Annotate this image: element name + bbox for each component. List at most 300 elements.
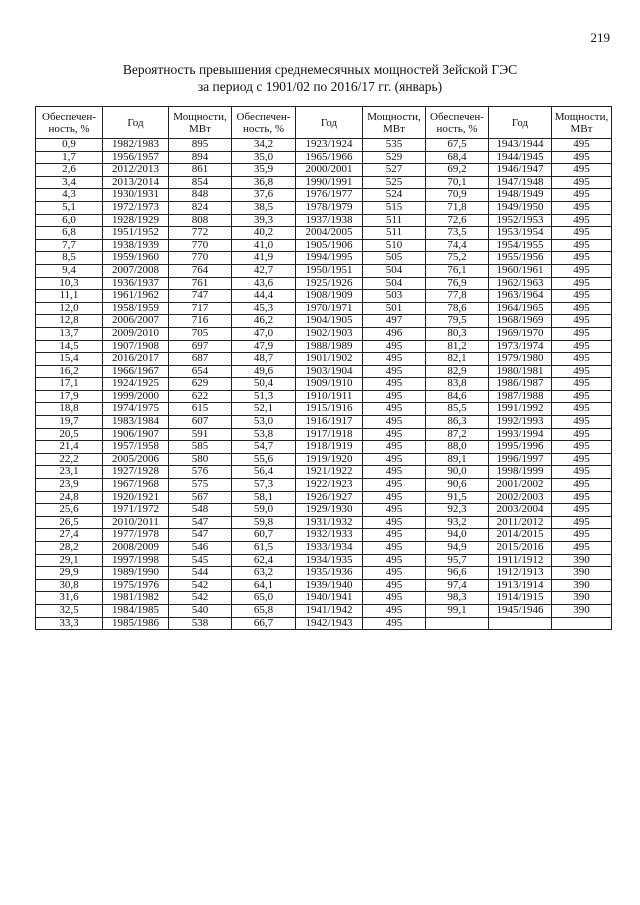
table-row (36, 340, 612, 353)
table-cell: 544 (169, 567, 232, 580)
table-cell: 89,1 (426, 453, 489, 466)
table-cell: 654 (169, 365, 232, 378)
table-cell: 51,3 (232, 390, 296, 403)
table-cell: 1990/1991 (296, 176, 363, 189)
table-cell: 29,1 (36, 554, 103, 567)
table-cell: 3,4 (36, 176, 103, 189)
table-cell: 10,3 (36, 277, 103, 290)
table-cell: 66,7 (232, 617, 296, 630)
table-cell: 1996/1997 (489, 453, 552, 466)
table-row (36, 390, 612, 403)
table-cell: 1964/1965 (489, 302, 552, 315)
table-cell: 495 (552, 327, 612, 340)
table-cell: 764 (169, 264, 232, 277)
table-cell: 1924/1925 (103, 378, 169, 391)
table-cell: 73,5 (426, 227, 489, 240)
table-cell: 39,3 (232, 214, 296, 227)
table-cell: 495 (552, 529, 612, 542)
table-cell: 390 (552, 554, 612, 567)
table-cell: 1915/1916 (296, 403, 363, 416)
table-cell: 848 (169, 189, 232, 202)
table-cell: 1912/1913 (489, 567, 552, 580)
table-cell: 1945/1946 (489, 604, 552, 617)
table-cell: 1979/1980 (489, 353, 552, 366)
table-cell: 495 (363, 441, 426, 454)
table-cell: 575 (169, 479, 232, 492)
table-cell: 2013/2014 (103, 176, 169, 189)
table-cell: 4,3 (36, 189, 103, 202)
table-cell: 503 (363, 290, 426, 303)
table-row (36, 453, 612, 466)
table-row (36, 516, 612, 529)
table-cell: 1980/1981 (489, 365, 552, 378)
table-row (36, 567, 612, 580)
probability-table (35, 106, 612, 630)
table-cell: 1973/1974 (489, 340, 552, 353)
table-cell: 495 (552, 403, 612, 416)
table-row (36, 378, 612, 391)
table-cell: 90,6 (426, 479, 489, 492)
table-cell: 80,3 (426, 327, 489, 340)
table-cell: 58,1 (232, 491, 296, 504)
table-cell: 591 (169, 428, 232, 441)
table-cell: 495 (552, 139, 612, 152)
table-cell: 1917/1918 (296, 428, 363, 441)
table-cell: 18,8 (36, 403, 103, 416)
table-cell: 1932/1933 (296, 529, 363, 542)
header-cell: Обеспечен-ность, % (232, 107, 296, 139)
table-row (36, 151, 612, 164)
table-cell: 49,6 (232, 365, 296, 378)
table-cell: 54,7 (232, 441, 296, 454)
table-cell: 1921/1922 (296, 466, 363, 479)
table-row (36, 252, 612, 265)
table-row (36, 428, 612, 441)
table-cell: 1991/1992 (489, 403, 552, 416)
header-cell: Год (489, 107, 552, 139)
table-cell: 495 (363, 567, 426, 580)
table-cell: 687 (169, 353, 232, 366)
table-cell: 35,9 (232, 164, 296, 177)
table-cell: 47,0 (232, 327, 296, 340)
table-row (36, 479, 612, 492)
table-cell: 1931/1932 (296, 516, 363, 529)
table-cell: 43,6 (232, 277, 296, 290)
table-cell: 495 (363, 479, 426, 492)
table-cell: 1910/1911 (296, 390, 363, 403)
table-cell: 15,4 (36, 353, 103, 366)
table-cell: 1929/1930 (296, 504, 363, 517)
table-cell: 495 (552, 441, 612, 454)
table-row (36, 227, 612, 240)
table-cell: 82,9 (426, 365, 489, 378)
table-cell: 1903/1904 (296, 365, 363, 378)
table-row (36, 403, 612, 416)
table-cell: 1933/1934 (296, 542, 363, 555)
table-cell: 495 (363, 529, 426, 542)
table-cell: 1994/1995 (296, 252, 363, 265)
table-cell: 47,9 (232, 340, 296, 353)
table-cell: 529 (363, 151, 426, 164)
table-cell: 2003/2004 (489, 504, 552, 517)
page-number: 219 (590, 30, 610, 45)
table-cell: 717 (169, 302, 232, 315)
table-cell: 55,6 (232, 453, 296, 466)
table-cell: 83,8 (426, 378, 489, 391)
table-cell: 27,4 (36, 529, 103, 542)
table-cell: 2015/2016 (489, 542, 552, 555)
title-line-1: Вероятность превышения среднемесячных мощностей Зейской ГЭС (122, 62, 518, 77)
table-row (36, 491, 612, 504)
table-cell: 1941/1942 (296, 604, 363, 617)
table-cell: 2007/2008 (103, 264, 169, 277)
table-cell: 495 (552, 378, 612, 391)
table-cell: 1977/1978 (103, 529, 169, 542)
table-cell: 63,2 (232, 567, 296, 580)
table-cell: 1986/1987 (489, 378, 552, 391)
table-cell: 607 (169, 416, 232, 429)
table-cell: 2002/2003 (489, 491, 552, 504)
table-cell: 495 (552, 504, 612, 517)
table-cell: 91,5 (426, 491, 489, 504)
table-cell: 62,4 (232, 554, 296, 567)
table-cell: 1906/1907 (103, 428, 169, 441)
table-cell: 1901/1902 (296, 353, 363, 366)
table-cell: 70,1 (426, 176, 489, 189)
table-cell: 1969/1970 (489, 327, 552, 340)
table-cell: 495 (552, 214, 612, 227)
table-cell: 2008/2009 (103, 542, 169, 555)
table-cell: 1961/1962 (103, 290, 169, 303)
table-cell: 1995/1996 (489, 441, 552, 454)
header-cell: Обеспечен-ность, % (426, 107, 489, 139)
table-cell: 59,0 (232, 504, 296, 517)
table-cell: 8,5 (36, 252, 103, 265)
table-cell: 495 (552, 416, 612, 429)
table-row (36, 579, 612, 592)
table-cell: 22,2 (36, 453, 103, 466)
table-row (36, 201, 612, 214)
table-cell: 60,7 (232, 529, 296, 542)
table-cell: 1960/1961 (489, 264, 552, 277)
table-cell: 76,9 (426, 277, 489, 290)
table-cell: 71,8 (426, 201, 489, 214)
table-cell: 1978/1979 (296, 201, 363, 214)
table-cell: 31,6 (36, 592, 103, 605)
table-cell: 30,8 (36, 579, 103, 592)
table-cell: 57,3 (232, 479, 296, 492)
table-cell: 96,6 (426, 567, 489, 580)
table-cell: 56,4 (232, 466, 296, 479)
table-cell: 78,6 (426, 302, 489, 315)
table-cell: 1911/1912 (489, 554, 552, 567)
table-cell: 495 (552, 189, 612, 202)
table-cell: 495 (363, 592, 426, 605)
table-header-row (36, 107, 612, 139)
table-cell: 13,7 (36, 327, 103, 340)
table-cell: 504 (363, 277, 426, 290)
table-cell: 1914/1915 (489, 592, 552, 605)
table-cell: 98,3 (426, 592, 489, 605)
table-cell: 94,0 (426, 529, 489, 542)
table-cell: 2011/2012 (489, 516, 552, 529)
table-cell: 808 (169, 214, 232, 227)
table-cell: 1975/1976 (103, 579, 169, 592)
table-cell: 495 (552, 365, 612, 378)
table-cell: 93,2 (426, 516, 489, 529)
table-cell: 861 (169, 164, 232, 177)
table-cell: 1909/1910 (296, 378, 363, 391)
table-cell: 1919/1920 (296, 453, 363, 466)
table-cell: 1972/1973 (103, 201, 169, 214)
table-cell: 495 (552, 252, 612, 265)
header-cell: Год (296, 107, 363, 139)
table-cell: 547 (169, 529, 232, 542)
table-cell: 44,4 (232, 290, 296, 303)
table-cell: 26,5 (36, 516, 103, 529)
table-cell: 1982/1983 (103, 139, 169, 152)
table-cell: 38,5 (232, 201, 296, 214)
table-cell: 82,1 (426, 353, 489, 366)
table-cell: 65,0 (232, 592, 296, 605)
table-row (36, 164, 612, 177)
table-cell: 59,8 (232, 516, 296, 529)
table-cell: 567 (169, 491, 232, 504)
table-cell: 495 (363, 428, 426, 441)
table-row (36, 214, 612, 227)
table-cell: 23,9 (36, 479, 103, 492)
table-cell: 1956/1957 (103, 151, 169, 164)
table-cell: 504 (363, 264, 426, 277)
table-cell: 495 (363, 390, 426, 403)
table-cell: 1930/1931 (103, 189, 169, 202)
table-cell: 1944/1945 (489, 151, 552, 164)
table-cell: 1999/2000 (103, 390, 169, 403)
table-cell: 53,8 (232, 428, 296, 441)
table-cell: 1962/1963 (489, 277, 552, 290)
header-cell: Мощности, МВт (363, 107, 426, 139)
table-cell: 1976/1977 (296, 189, 363, 202)
table-row (36, 604, 612, 617)
table-cell: 1992/1993 (489, 416, 552, 429)
table-cell: 1984/1985 (103, 604, 169, 617)
table-cell: 1935/1936 (296, 567, 363, 580)
table-cell: 525 (363, 176, 426, 189)
table-cell: 48,7 (232, 353, 296, 366)
table-cell: 1968/1969 (489, 315, 552, 328)
table-cell: 527 (363, 164, 426, 177)
table-cell: 90,0 (426, 466, 489, 479)
table-cell: 1905/1906 (296, 239, 363, 252)
table-cell (489, 617, 552, 630)
table-cell: 542 (169, 579, 232, 592)
table-cell: 495 (552, 466, 612, 479)
table-cell: 41,9 (232, 252, 296, 265)
table-cell: 1959/1960 (103, 252, 169, 265)
table-cell: 495 (363, 491, 426, 504)
table-cell: 1939/1940 (296, 579, 363, 592)
table-cell: 2004/2005 (296, 227, 363, 240)
table-cell: 29,9 (36, 567, 103, 580)
document-title (0, 61, 640, 95)
table-row (36, 239, 612, 252)
table-cell: 1965/1966 (296, 151, 363, 164)
table-cell: 32,5 (36, 604, 103, 617)
table-cell: 770 (169, 239, 232, 252)
table-cell: 1963/1964 (489, 290, 552, 303)
table-cell: 772 (169, 227, 232, 240)
table-cell: 1936/1937 (103, 277, 169, 290)
table-cell: 1970/1971 (296, 302, 363, 315)
table-cell: 1966/1967 (103, 365, 169, 378)
title-line-2: за период с 1901/02 по 2016/17 гг. (январь) (197, 79, 443, 94)
table-cell (426, 617, 489, 630)
table-row (36, 327, 612, 340)
table-row (36, 277, 612, 290)
table-cell: 585 (169, 441, 232, 454)
table-cell: 1940/1941 (296, 592, 363, 605)
table-cell: 64,1 (232, 579, 296, 592)
table-cell: 19,7 (36, 416, 103, 429)
table-cell: 495 (552, 340, 612, 353)
table-cell: 390 (552, 579, 612, 592)
header-cell: Обеспечен-ность, % (36, 107, 103, 139)
table-cell: 1989/1990 (103, 567, 169, 580)
table-cell: 1987/1988 (489, 390, 552, 403)
table-cell: 24,8 (36, 491, 103, 504)
table-cell: 495 (552, 453, 612, 466)
table-cell: 1955/1956 (489, 252, 552, 265)
table-cell: 42,7 (232, 264, 296, 277)
table-row (36, 466, 612, 479)
table-cell: 1983/1984 (103, 416, 169, 429)
table-row (36, 290, 612, 303)
table-row (36, 617, 612, 630)
table-cell: 1907/1908 (103, 340, 169, 353)
table-cell: 1985/1986 (103, 617, 169, 630)
table-cell: 495 (363, 617, 426, 630)
table-cell: 68,4 (426, 151, 489, 164)
table-cell: 1925/1926 (296, 277, 363, 290)
table-cell: 94,9 (426, 542, 489, 555)
table-cell: 495 (552, 516, 612, 529)
table-row (36, 176, 612, 189)
table-cell: 1997/1998 (103, 554, 169, 567)
table-cell: 495 (552, 428, 612, 441)
table-cell: 495 (552, 151, 612, 164)
table-cell: 524 (363, 189, 426, 202)
table-cell: 9,4 (36, 264, 103, 277)
table-cell: 11,1 (36, 290, 103, 303)
table-cell: 85,5 (426, 403, 489, 416)
table-cell: 770 (169, 252, 232, 265)
table-cell: 6,8 (36, 227, 103, 240)
table-cell: 81,2 (426, 340, 489, 353)
table-cell: 1904/1905 (296, 315, 363, 328)
table-cell: 1953/1954 (489, 227, 552, 240)
table-cell: 16,2 (36, 365, 103, 378)
table-cell: 510 (363, 239, 426, 252)
table-cell: 40,2 (232, 227, 296, 240)
table-cell: 1948/1949 (489, 189, 552, 202)
table-cell: 495 (552, 227, 612, 240)
table-row (36, 302, 612, 315)
table-cell: 84,6 (426, 390, 489, 403)
table-cell: 53,0 (232, 416, 296, 429)
table-cell: 7,7 (36, 239, 103, 252)
table-cell: 33,3 (36, 617, 103, 630)
table-cell: 99,1 (426, 604, 489, 617)
table-cell: 495 (363, 416, 426, 429)
table-cell: 497 (363, 315, 426, 328)
table-cell: 495 (363, 378, 426, 391)
table-cell: 34,2 (232, 139, 296, 152)
table-cell: 546 (169, 542, 232, 555)
table-cell: 495 (552, 290, 612, 303)
table-cell: 495 (552, 390, 612, 403)
table-cell: 5,1 (36, 201, 103, 214)
table-cell: 1967/1968 (103, 479, 169, 492)
table-cell: 25,6 (36, 504, 103, 517)
table-cell: 17,9 (36, 390, 103, 403)
table-row (36, 315, 612, 328)
table-cell: 21,4 (36, 441, 103, 454)
table-cell: 895 (169, 139, 232, 152)
table-cell: 495 (552, 264, 612, 277)
table-cell: 1957/1958 (103, 441, 169, 454)
table-cell: 77,8 (426, 290, 489, 303)
table-cell: 46,2 (232, 315, 296, 328)
table-cell: 548 (169, 504, 232, 517)
table-cell: 1950/1951 (296, 264, 363, 277)
table-row (36, 529, 612, 542)
table-cell: 1,7 (36, 151, 103, 164)
table-cell: 495 (552, 315, 612, 328)
table-cell: 716 (169, 315, 232, 328)
table-cell: 495 (363, 353, 426, 366)
table-cell: 495 (363, 516, 426, 529)
table-cell: 2001/2002 (489, 479, 552, 492)
table-cell: 2,6 (36, 164, 103, 177)
table-cell: 0,9 (36, 139, 103, 152)
table-cell: 390 (552, 604, 612, 617)
table-cell: 23,1 (36, 466, 103, 479)
table-row (36, 139, 612, 152)
table-cell: 1993/1994 (489, 428, 552, 441)
table-cell: 88,0 (426, 441, 489, 454)
table-cell: 495 (363, 403, 426, 416)
table-cell: 495 (363, 554, 426, 567)
table-cell: 2000/2001 (296, 164, 363, 177)
table-row (36, 416, 612, 429)
table-cell: 74,4 (426, 239, 489, 252)
table-cell: 92,3 (426, 504, 489, 517)
table-cell: 629 (169, 378, 232, 391)
table-cell: 1954/1955 (489, 239, 552, 252)
table-cell: 545 (169, 554, 232, 567)
table-cell: 495 (552, 201, 612, 214)
table-cell: 2005/2006 (103, 453, 169, 466)
table-cell: 69,2 (426, 164, 489, 177)
header-cell: Мощности, МВт (169, 107, 232, 139)
table-cell: 61,5 (232, 542, 296, 555)
table-cell: 495 (363, 340, 426, 353)
table-cell: 495 (552, 176, 612, 189)
table-cell: 2006/2007 (103, 315, 169, 328)
table-cell: 1942/1943 (296, 617, 363, 630)
table-cell: 495 (552, 239, 612, 252)
table-cell: 2012/2013 (103, 164, 169, 177)
